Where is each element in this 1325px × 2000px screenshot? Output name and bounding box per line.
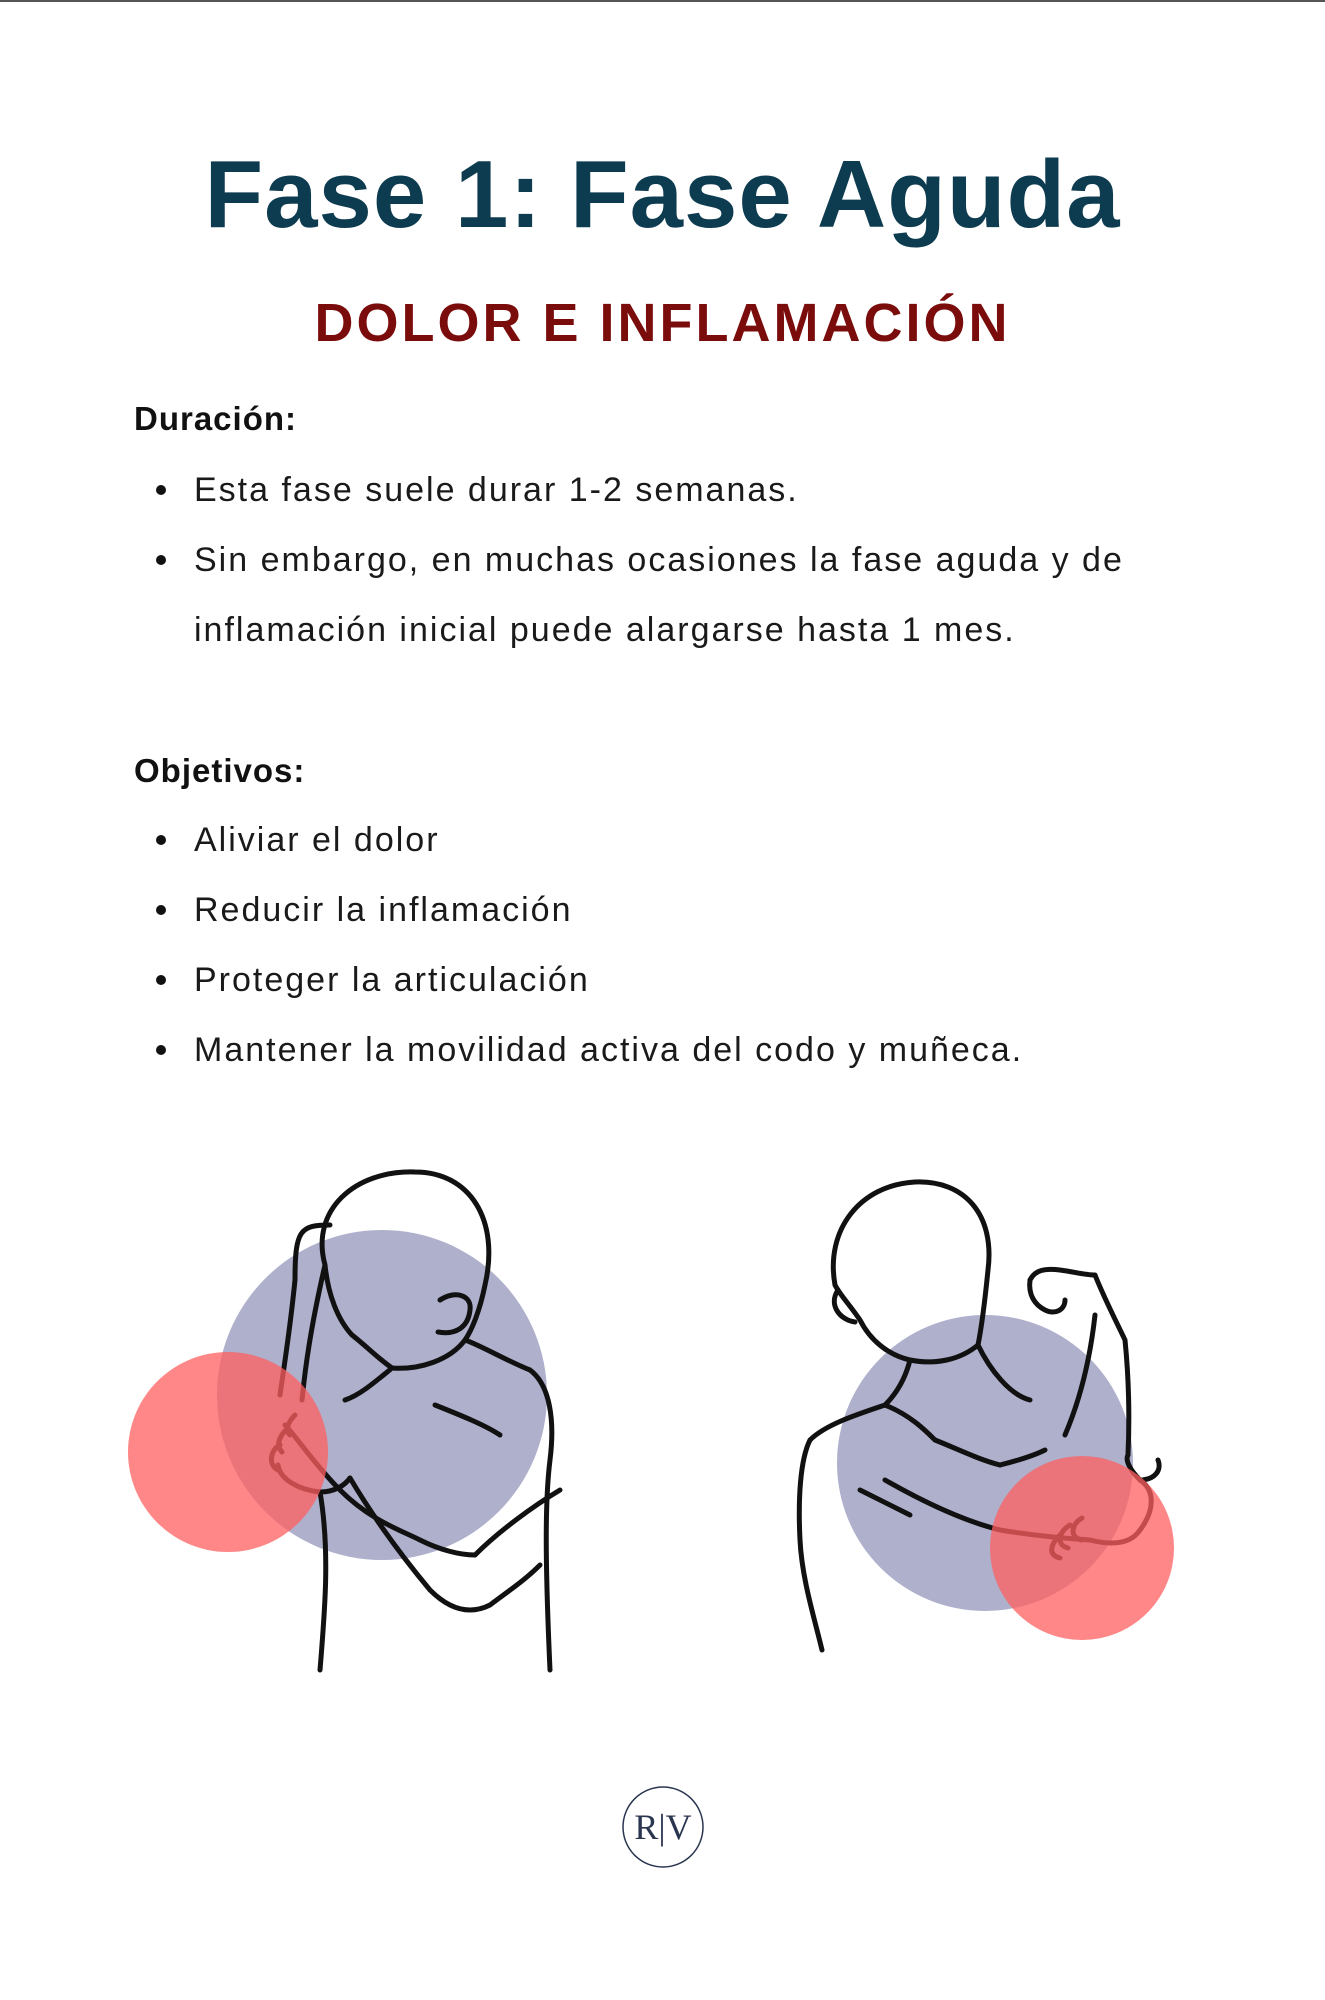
bullet-icon bbox=[156, 485, 166, 495]
person-holding-elbow-flexed-illustration bbox=[760, 1160, 1210, 1680]
list-item-text: Mantener la movilidad activa del codo y muñeca. bbox=[194, 1031, 1024, 1069]
bullet-icon bbox=[156, 975, 166, 985]
page-subtitle: DOLOR E INFLAMACIÓN bbox=[314, 293, 1011, 353]
bullet-icon bbox=[156, 1045, 166, 1055]
objetivos-list bbox=[134, 805, 1234, 1085]
list-item bbox=[134, 1015, 1234, 1085]
bullet-icon bbox=[156, 905, 166, 915]
list-item bbox=[134, 875, 1234, 945]
list-item bbox=[134, 455, 1234, 525]
bullet-icon bbox=[156, 555, 166, 565]
list-item bbox=[134, 805, 1234, 875]
person-holding-elbow-overhead-illustration bbox=[120, 1160, 620, 1680]
list-item-text: Reducir la inflamación bbox=[194, 891, 573, 929]
duracion-list bbox=[134, 455, 1234, 665]
list-item bbox=[134, 525, 1234, 665]
list-item bbox=[134, 945, 1234, 1015]
red-pain-circle bbox=[128, 1352, 328, 1552]
list-item-text: Aliviar el dolor bbox=[194, 821, 440, 859]
rv-logo bbox=[621, 1785, 705, 1869]
list-item-text: Esta fase suele durar 1-2 semanas. bbox=[194, 471, 799, 509]
svg-text:R|V: R|V bbox=[634, 1807, 692, 1847]
list-item-text: Sin embargo, en muchas ocasiones la fase aguda y de inflamación inicial puede alargarse hasta 1 mes. bbox=[194, 541, 1124, 649]
red-pain-circle bbox=[990, 1456, 1174, 1640]
objetivos-heading: Objetivos: bbox=[134, 752, 306, 789]
duracion-heading: Duración: bbox=[134, 400, 298, 437]
page-title: Fase 1: Fase Aguda bbox=[204, 141, 1121, 248]
list-item-text: Proteger la articulación bbox=[194, 961, 590, 999]
top-divider bbox=[0, 0, 1325, 2]
bullet-icon bbox=[156, 835, 166, 845]
